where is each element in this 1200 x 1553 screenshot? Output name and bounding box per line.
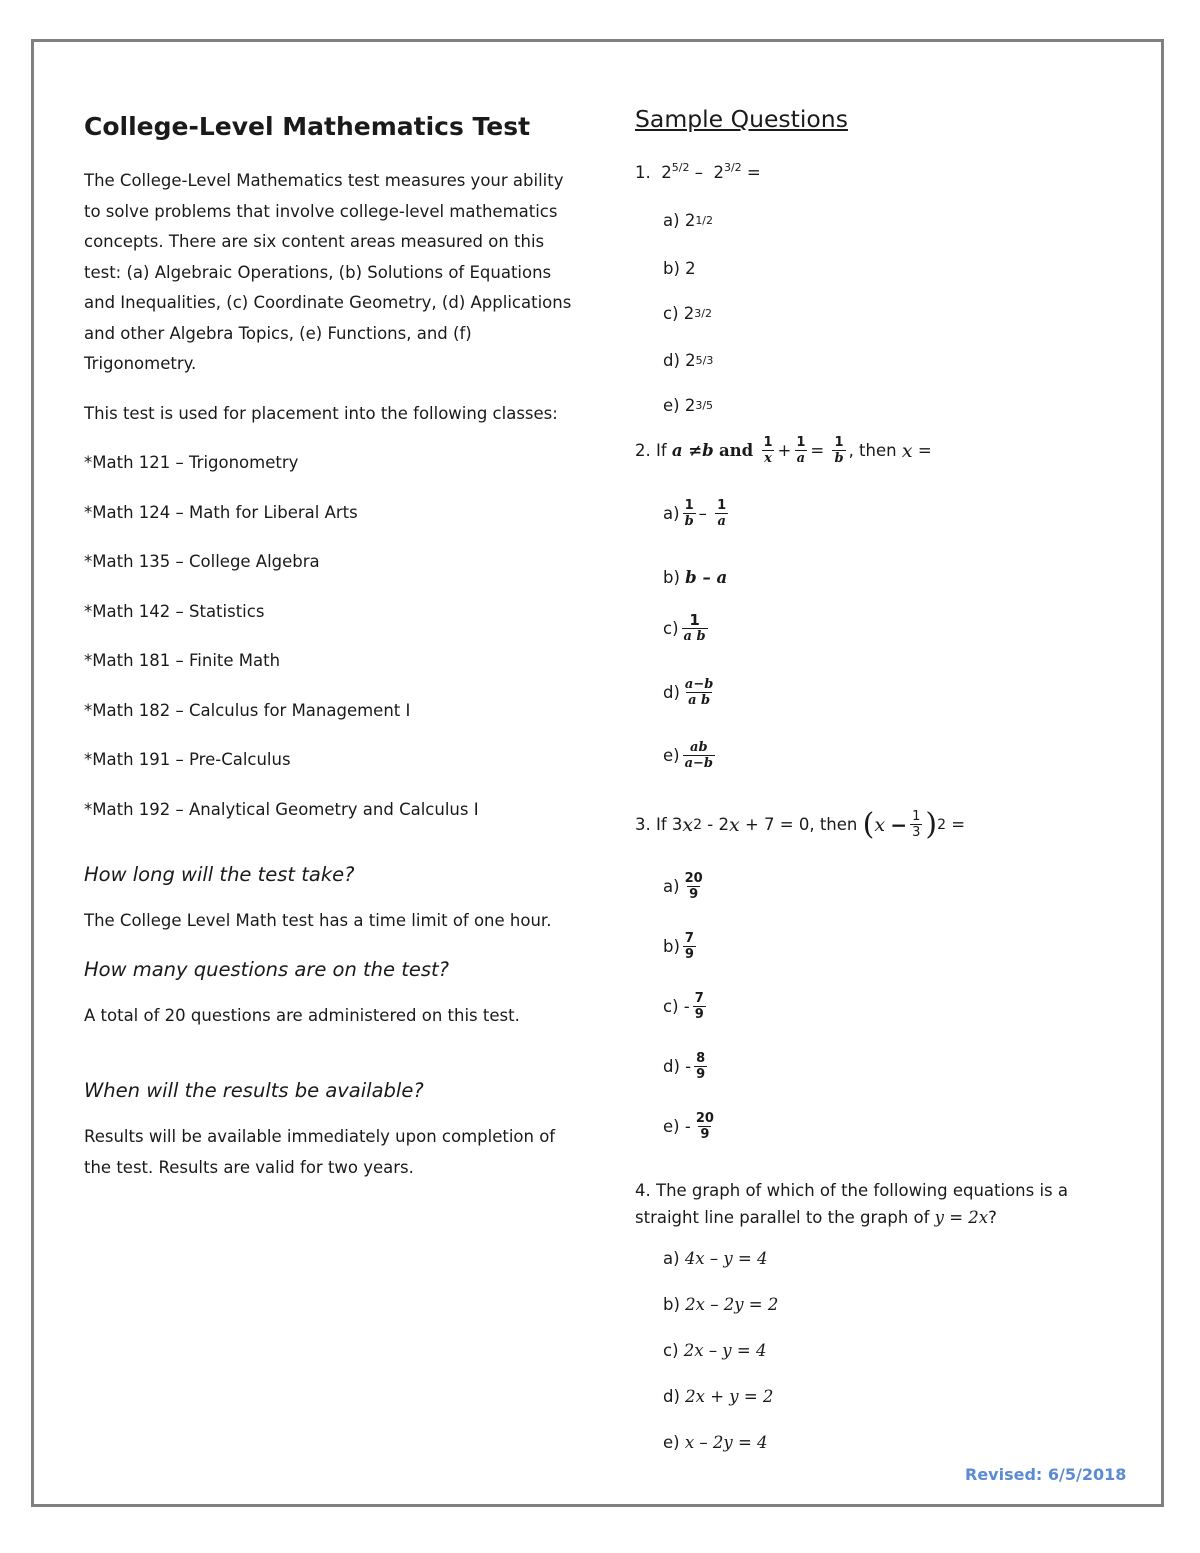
- fraction: [715, 498, 728, 529]
- question-text: 3. If 3: [635, 815, 683, 834]
- option-label: e): [663, 396, 680, 415]
- numerator: 1: [763, 435, 773, 450]
- sign: -: [683, 997, 690, 1016]
- denominator: 9: [694, 1007, 704, 1022]
- base: 2: [685, 259, 696, 278]
- numerator: 20: [695, 1111, 714, 1126]
- fraction: [794, 435, 807, 466]
- numerator: 8: [696, 1051, 706, 1066]
- fraction: [683, 740, 715, 771]
- q3-option-d[interactable]: [663, 1051, 710, 1082]
- option-label: b): [663, 937, 680, 956]
- exponent: 5/2: [671, 161, 690, 174]
- denominator: a b: [683, 629, 706, 644]
- denominator: 9: [689, 887, 699, 902]
- option-label: a): [663, 877, 680, 896]
- q2-option-d[interactable]: [663, 677, 718, 708]
- class-item: *Math 135 – College Algebra: [84, 552, 320, 571]
- placement-intro: This test is used for placement into the following classes:: [84, 403, 558, 423]
- equation: 2x – y = 4: [683, 1341, 767, 1360]
- q2-option-c[interactable]: [663, 613, 711, 644]
- operator: −: [890, 812, 908, 837]
- q1-option-e[interactable]: [663, 396, 713, 415]
- q4-option-d[interactable]: [663, 1387, 773, 1406]
- q3-option-c[interactable]: [663, 991, 709, 1022]
- exponent: 2: [937, 816, 946, 833]
- equation: 2x – 2y = 2: [685, 1295, 779, 1314]
- question-3: [635, 806, 966, 842]
- numerator: 1: [689, 611, 700, 629]
- option-label: e): [663, 1117, 680, 1136]
- option-label: d): [663, 1387, 680, 1406]
- denominator: 9: [684, 947, 694, 962]
- denominator: a: [717, 514, 726, 529]
- question-2: [635, 435, 932, 466]
- fraction: [693, 991, 706, 1022]
- q1-option-c[interactable]: [663, 304, 712, 323]
- q4-option-c[interactable]: [663, 1341, 766, 1360]
- base: 2: [685, 351, 696, 370]
- question-text: 4. The graph of which of the following equations is a: [635, 1181, 1068, 1200]
- paren: ): [925, 806, 938, 842]
- faq-answer: A total of 20 questions are administered on this test.: [84, 1005, 520, 1025]
- q2-option-e[interactable]: [663, 740, 718, 771]
- denominator: b: [684, 514, 694, 529]
- fraction: [694, 1051, 707, 1082]
- page-title: College-Level Mathematics Test: [84, 112, 531, 141]
- fraction: [682, 613, 708, 644]
- exponent: 3/2: [694, 307, 712, 320]
- option-label: a): [663, 1249, 680, 1268]
- exponent: 3/2: [723, 161, 742, 174]
- operator: –: [698, 504, 707, 523]
- class-item: *Math 142 – Statistics: [84, 601, 265, 621]
- variable: x: [901, 439, 913, 462]
- q3-option-a[interactable]: [663, 871, 708, 902]
- question-number: 1.: [635, 163, 651, 182]
- q3-option-b[interactable]: [663, 931, 699, 962]
- faq-question: How many questions are on the test?: [84, 957, 450, 981]
- equation: 4x – y = 4: [684, 1249, 768, 1268]
- class-item: *Math 121 – Trigonometry: [84, 453, 299, 472]
- base: 2: [683, 304, 695, 323]
- equation: y = 2x: [934, 1208, 989, 1227]
- right-column: [635, 103, 1135, 1452]
- expression: b – a: [685, 568, 728, 587]
- fraction: [910, 809, 922, 840]
- class-item: *Math 124 – Math for Liberal Arts: [84, 502, 358, 522]
- option-label: e): [663, 746, 680, 765]
- base: 2: [661, 163, 672, 182]
- question-4: [635, 1177, 1068, 1231]
- fraction: [683, 871, 705, 902]
- option-label: c): [663, 619, 679, 638]
- q1-option-d[interactable]: [663, 351, 713, 370]
- option-label: d): [663, 351, 680, 370]
- numerator: 20: [684, 871, 703, 886]
- numerator: 1: [912, 809, 921, 824]
- option-label: b): [663, 568, 680, 587]
- q2-option-b[interactable]: [663, 568, 727, 587]
- option-label: c): [663, 304, 679, 323]
- fraction: [761, 435, 774, 466]
- question-text: ?: [988, 1208, 997, 1227]
- question-text: straight line parallel to the graph of: [635, 1208, 930, 1227]
- numerator: a−b: [684, 677, 714, 692]
- question-text: 2. If: [635, 441, 667, 460]
- faq-answer: The College Level Math test has a time limit of one hour.: [84, 911, 552, 930]
- q3-option-e[interactable]: [663, 1111, 719, 1142]
- exponent: 2: [693, 816, 703, 833]
- numerator: 7: [694, 991, 704, 1006]
- denominator: b: [834, 451, 844, 466]
- q4-option-a[interactable]: [663, 1249, 768, 1268]
- class-item: *Math 182 – Calculus for Management I: [84, 700, 411, 720]
- exponent: 3/5: [695, 399, 714, 412]
- option-label: b): [663, 1295, 680, 1314]
- q4-option-b[interactable]: [663, 1295, 778, 1314]
- option-label: d): [663, 1057, 680, 1076]
- operator: =: [746, 163, 761, 182]
- operator: =: [810, 441, 825, 460]
- operator: =: [951, 815, 966, 834]
- option-label: d): [663, 683, 680, 702]
- denominator: a: [796, 451, 806, 466]
- option-label: c): [663, 997, 679, 1016]
- base: 2: [713, 163, 724, 182]
- equation: 2x + y = 2: [685, 1387, 774, 1406]
- exponent: 5/3: [695, 354, 714, 367]
- sign: -: [684, 1117, 691, 1136]
- option-label: b): [663, 259, 680, 278]
- fraction: [683, 931, 696, 962]
- q4-option-e[interactable]: [663, 1433, 768, 1452]
- q1-option-b[interactable]: [663, 259, 696, 278]
- q1-option-a[interactable]: [663, 211, 713, 230]
- denominator: a−b: [684, 756, 713, 771]
- question-1: [635, 161, 761, 182]
- faq-question: How long will the test take?: [84, 863, 355, 886]
- class-item: *Math 192 – Analytical Geometry and Calculus I: [84, 799, 479, 819]
- question-text: - 2: [707, 815, 729, 834]
- variable: x: [874, 813, 886, 836]
- question-text: , then: [848, 441, 897, 460]
- paren: (: [862, 806, 875, 842]
- option-label: a): [663, 211, 680, 230]
- denominator: 3: [912, 825, 921, 840]
- operator: –: [694, 163, 703, 182]
- base: 2: [684, 211, 696, 230]
- fraction: [694, 1111, 716, 1142]
- fraction: [683, 498, 696, 529]
- numerator: 1: [834, 435, 844, 450]
- numerator: ab: [690, 740, 708, 755]
- option-label: c): [663, 1341, 679, 1360]
- operator: =: [917, 441, 932, 460]
- faq-answer: Results will be available immediately upon completion of the test. Results are valid for two years.: [84, 1127, 556, 1177]
- denominator: x: [764, 451, 772, 466]
- numerator: 7: [684, 931, 694, 946]
- numerator: 1: [717, 498, 727, 513]
- left-column: [84, 110, 574, 1202]
- equation: x – 2y = 4: [684, 1433, 768, 1452]
- intro-paragraph: The College-Level Mathematics test measures your ability to solve problems that involve college-level mathematics concepts. There are six content areas measured on this test: (a) Algebraic Operations, (b) Solutions of Equations and Inequalities, (c) Coordinate Geometry, (d) Applications and other Algebra Topics, (e) Functions, and (f) Trigonometry.: [84, 171, 572, 373]
- option-label: e): [663, 1433, 680, 1452]
- faq-question: When will the results be available?: [84, 1079, 424, 1102]
- exponent: 1/2: [695, 214, 714, 227]
- class-item: *Math 181 – Finite Math: [84, 651, 281, 670]
- condition: a ≠b: [671, 441, 714, 460]
- sign: -: [685, 1057, 692, 1076]
- variable: x: [729, 813, 740, 836]
- numerator: 1: [796, 435, 806, 450]
- base: 2: [684, 396, 696, 415]
- revised-date: Revised: 6/5/2018: [965, 1465, 1127, 1484]
- fraction: [683, 677, 715, 708]
- denominator: 9: [696, 1067, 706, 1082]
- option-label: a): [663, 504, 680, 523]
- denominator: 9: [700, 1127, 710, 1142]
- variable: x: [682, 813, 694, 836]
- fraction: [832, 435, 845, 466]
- class-item: *Math 191 – Pre-Calculus: [84, 750, 291, 769]
- sample-questions-heading: Sample Questions: [635, 105, 848, 133]
- operator: +: [777, 441, 792, 460]
- question-text: + 7 = 0, then: [744, 815, 858, 834]
- q2-option-a[interactable]: [663, 498, 731, 529]
- denominator: a b: [688, 693, 711, 708]
- numerator: 1: [684, 498, 694, 513]
- conjunction: and: [718, 441, 754, 460]
